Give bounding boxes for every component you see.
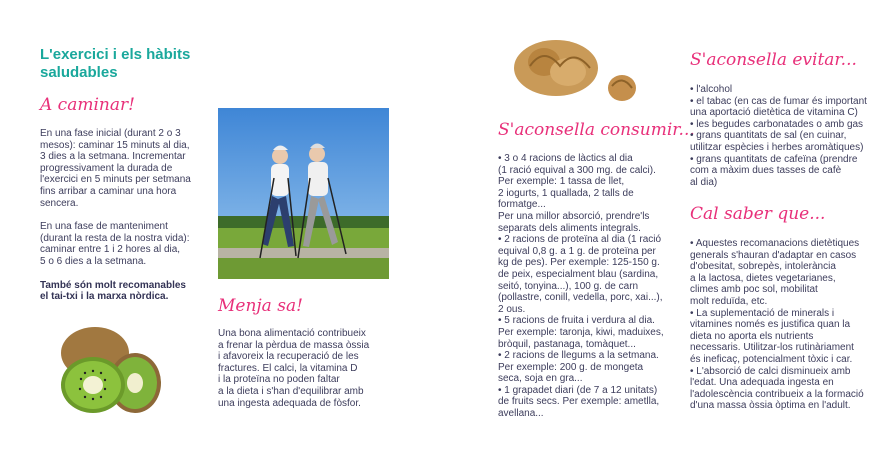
list-item: • 2 racions de llegums a la setmana. Per exemple: 200 g. de mongeta seca, soja en gra... [498, 350, 659, 385]
list-item: • l'alcohol [690, 84, 733, 95]
know-heading: Cal saber que... [690, 204, 826, 224]
walnut-icon [510, 36, 646, 108]
list-item: • L'absorció de calci disminueix amb l'edat. Una adequada ingesta en l'adolescència contribueix a la formació d'una massa òssia òptima en l'adult. [690, 365, 864, 412]
eat-text: Una bona alimentació contribueix a frenar la pèrdua de massa òssia i afavoreix la recuperació de les fractures. El calci, la vitamina D i la proteïna no poden faltar a la dieta i s'han d'equilibrar amb una ingesta adequada de fòsfor. [218, 328, 370, 409]
kiwi-image [55, 323, 167, 417]
list-item: • 3 o 4 racions de làctics al dia (1 ració equival a 300 mg. de calci). Per exemple: 1 tassa de llet, 2 iogurts, 1 quallada, 2 talls de formatge... Per una millor absorció, prendre'ls separats dels aliments integrals. [498, 153, 656, 234]
walk-heading: A caminar! [40, 95, 135, 115]
recommend-heading: S'aconsella consumir... [498, 120, 695, 140]
photo-icon [218, 108, 389, 279]
walk-note: També són molt recomanables el tai-txi i la marxa nòrdica. [40, 279, 186, 303]
list-item: • La suplementació de minerals i vitamines només es justifica quan la dieta no aporta els nutrients necessaris. Utilitzar-los rutinàriament és ineficaç, potencialment tòxic i car. [690, 307, 854, 365]
walnut-image [510, 36, 646, 108]
list-item: • Aquestes recomanacions dietètiques generals s'hauran d'adaptar en casos d'obesitat, sobrepès, intolerància a la lactosa, dietes vegetarianes, climes amb poc sol, mobilitat molt reduïda, etc. [690, 238, 860, 307]
list-item: • grans quantitats de cafeïna (prendre com a màxim dues tasses de cafè al dia) [690, 153, 858, 188]
know-list [690, 238, 886, 412]
list-item: • les begudes carbonatades o amb gas [690, 118, 864, 130]
kiwi-icon [55, 323, 167, 417]
recommend-list [498, 153, 683, 420]
list-item: • 2 racions de proteïna al dia (1 ració equival 0,8 g. a 1 g. de proteïna per kg de pes). Per exemple: 125-150 g. de peix, especialment blau (sardina, seitó, tonyina...), 100 g. de carn (pollastre, conill, vedella, porc, xai...), 2 ous. [498, 234, 663, 315]
nordic-walking-photo [218, 108, 389, 279]
avoid-heading: S'aconsella evitar... [690, 50, 857, 70]
avoid-list [690, 84, 886, 188]
eat-heading: Menja sa! [218, 296, 303, 316]
walk-section [40, 128, 212, 303]
list-item: • 5 racions de fruita i verdura al dia. Per exemple: taronja, kiwi, maduixes, bròquil, pastanaga, tomàquet... [498, 315, 664, 350]
page-title: L'exercici i els hàbits saludables [40, 46, 191, 81]
list-item: • grans quantitats de sal (en cuinar, utilitzar espècies i herbes aromàtiques) [690, 130, 864, 153]
walk-paragraph-2: En una fase de manteniment (durant la resta de la nostra vida): caminar entre 1 i 2 hores al dia, 5 o 6 dies a la setmana. [40, 221, 190, 267]
list-item: • 1 grapadet diari (de 7 a 12 unitats) de fruits secs. Per exemple: ametlla, avellana... [498, 384, 660, 420]
list-item: • el tabac (en cas de fumar és important una aportació dietètica de vitamina C) [690, 95, 867, 119]
walk-paragraph-1: En una fase inicial (durant 2 o 3 mesos): caminar 15 minuts al dia, 3 dies a la setmana. Incrementar progressivament la durada de l'exercici en 5 minuts per setmana fins arribar a caminar una hora sencera. [40, 128, 191, 209]
